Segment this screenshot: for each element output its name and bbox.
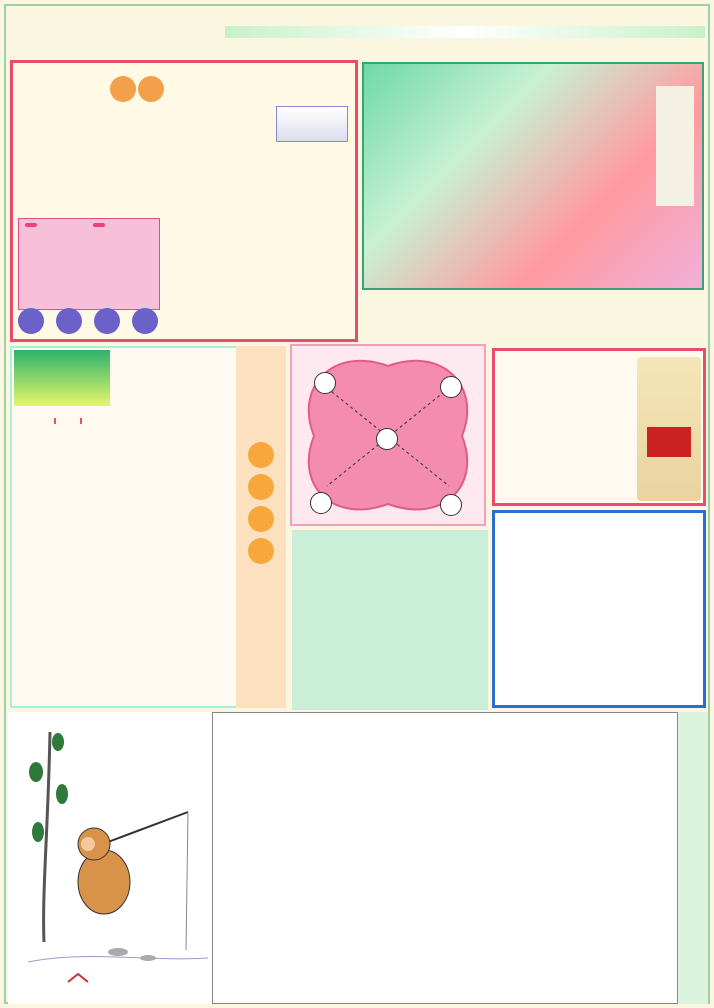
headline-ball [110, 76, 136, 102]
summary-box [18, 218, 160, 310]
pick-ball [132, 308, 158, 334]
pick-ball [18, 308, 44, 334]
jinqi-ball [248, 474, 274, 500]
pick-ball [94, 308, 120, 334]
sub1-label [54, 418, 56, 424]
header-bar [225, 26, 705, 38]
pick-ball [56, 308, 82, 334]
guanyin-panel [492, 348, 706, 506]
jinqi-ball [248, 538, 274, 564]
zodiac-tiger [310, 492, 332, 514]
jinqi-column [236, 346, 286, 708]
banner-scroll [656, 86, 694, 206]
trend-grid [213, 713, 679, 1005]
zodiac-panel [290, 344, 486, 526]
zodiac-chicken [314, 372, 336, 394]
headline-ball [138, 76, 164, 102]
jinqi-ball [248, 442, 274, 468]
trend-chart [212, 712, 678, 1004]
guanyin-image [637, 357, 701, 501]
zodiac-horse [440, 494, 462, 516]
sub2-label [80, 418, 82, 424]
poem-panel [292, 530, 488, 710]
special-panel [492, 510, 706, 708]
zodiac-snake [440, 376, 462, 398]
monkey-illustration [8, 712, 212, 1004]
jinqi-ball [248, 506, 274, 532]
monkey-fishing-svg [8, 712, 212, 1004]
menlei-title-box [14, 350, 110, 406]
title-banner [362, 62, 704, 290]
sum-label [25, 223, 37, 227]
special-label [93, 223, 105, 227]
trend-side [678, 712, 708, 1004]
zodiac-dog [376, 428, 398, 450]
guanyin-stamp [647, 427, 691, 457]
